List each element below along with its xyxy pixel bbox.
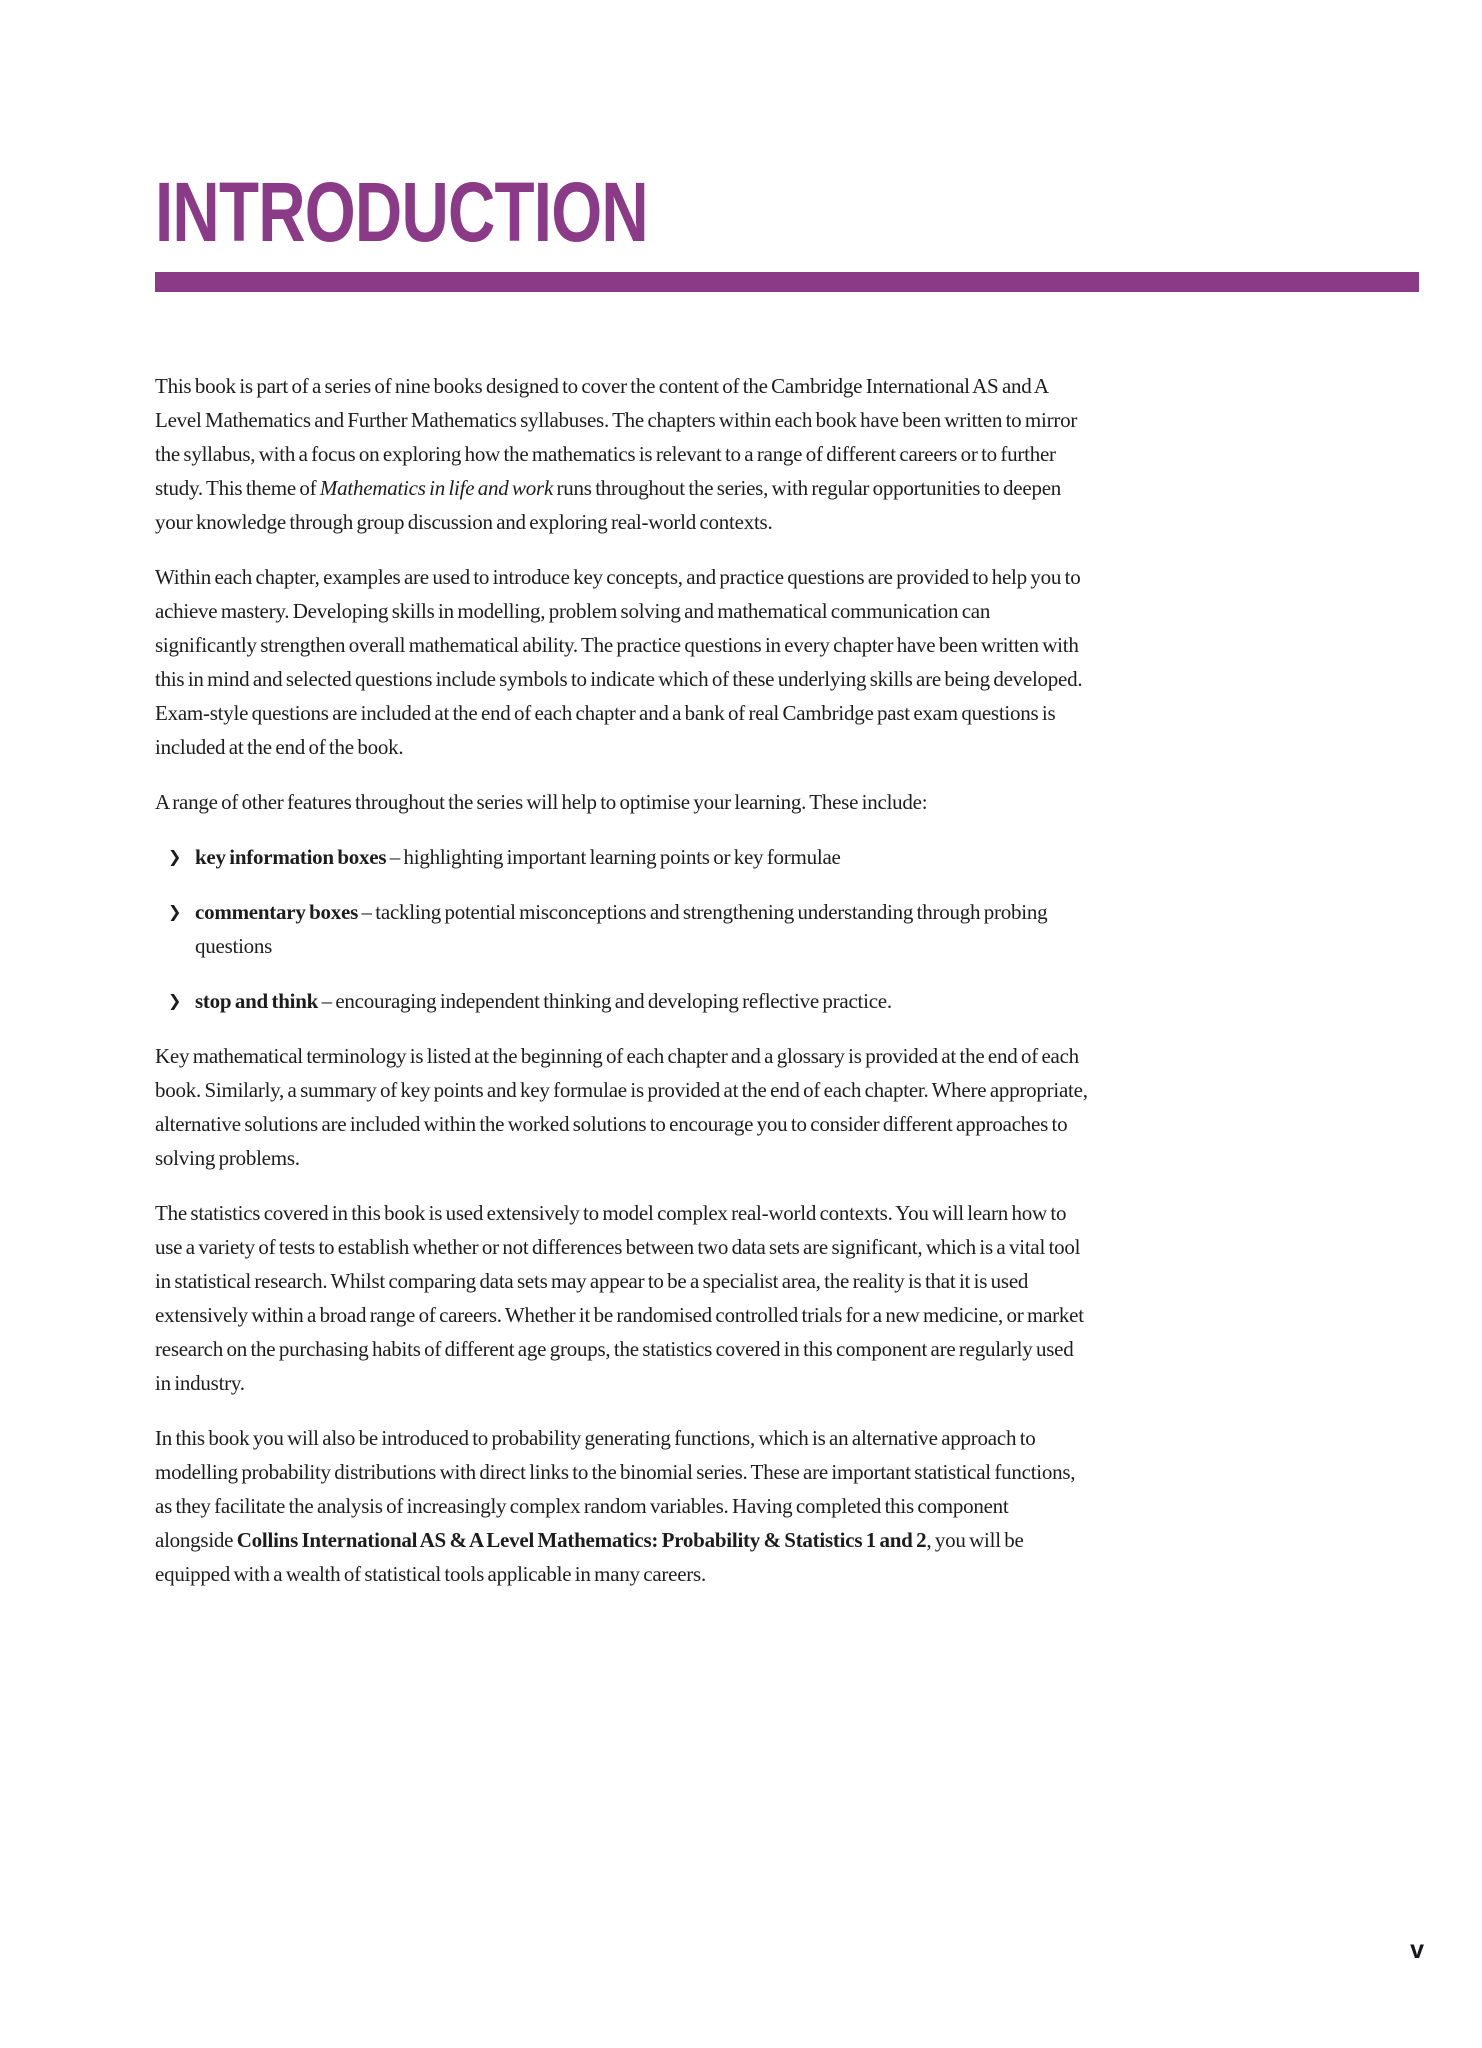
paragraph <box>155 1421 1090 1591</box>
page-title <box>155 0 1482 259</box>
page-number: v <box>1410 1936 1424 1964</box>
text-run: This book is part of a series of nine books designed to cover the content of the Cambridge International AS and A Level Mathematics and Further Mathematics syllabuses. The chapters within each book have been written to mirror the syllabus, with a focus on exploring how the mathematics is relevant to a range of different careers or to further study. This theme of <box>155 374 1078 500</box>
text-bold: stop and think <box>195 989 319 1013</box>
text-run: runs throughout the series, with regular opportunities to deepen your knowledge through group discussion and exploring real-world contexts. <box>155 476 1062 534</box>
bullet-item <box>155 984 1090 1018</box>
bullet-marker-icon: ❯ <box>168 902 182 921</box>
text-run: – encouraging independent thinking and developing reflective practice. <box>318 989 892 1013</box>
bullet-item <box>155 895 1090 963</box>
text-run: In this book you will also be introduced to probability generating functions, which is an alternative approach to modelling probability distributions with direct links to the binomial series. These are important statistical functions, as they facilitate the analysis of increasingly complex random variables. Having completed this component alongside <box>155 1426 1076 1552</box>
paragraph <box>155 560 1090 764</box>
page-content <box>155 369 1090 1591</box>
text-run: – tackling potential misconceptions and strengthening understanding through probing questions <box>195 900 1048 958</box>
bullet-marker-icon: ❯ <box>168 991 182 1010</box>
page-title-text: INTRODUCTION <box>155 165 648 259</box>
text-bold: commentary boxes <box>195 900 359 924</box>
paragraph <box>155 1039 1090 1175</box>
text-run: Key mathematical terminology is listed at the beginning of each chapter and a glossary is provided at the end of each book. Similarly, a summary of key points and key formulae is provided at the end of each chapter. Where appropriate, alternative solutions are included within the worked solutions to encourage you to consider different approaches to solving problems. <box>155 1044 1088 1170</box>
text-bold: Collins International AS & A Level Mathematics: Probability & Statistics 1 and 2 <box>236 1528 927 1552</box>
text-run: The statistics covered in this book is used extensively to model complex real-world contexts. You will learn how to use a variety of tests to establish whether or not differences between two data sets are significant, which is a vital tool in statistical research. Whilst comparing data sets may appear to be a specialist area, the reality is that it is used extensively within a broad range of careers. Whether it be randomised controlled trials for a new medicine, or market research on the purchasing habits of different age groups, the statistics covered in this component are regularly used in industry. <box>155 1201 1084 1395</box>
text-run: Within each chapter, examples are used to introduce key concepts, and practice questions are provided to help you to achieve mastery. Developing skills in modelling, problem solving and mathematical communication can significantly strengthen overall mathematical ability. The practice questions in every chapter have been written with this in mind and selected questions include symbols to indicate which of these underlying skills are being developed. Exam-style questions are included at the end of each chapter and a bank of real Cambridge past exam questions is included at the end of the book. <box>155 565 1083 759</box>
paragraph <box>155 369 1090 539</box>
text-run: – highlighting important learning points or key formulae <box>386 845 841 869</box>
text-bold: key information boxes <box>195 845 387 869</box>
text-italic: Mathematics in life and work <box>319 476 554 500</box>
text-run: , you will be equipped with a wealth of statistical tools applicable in many careers. <box>155 1528 1024 1586</box>
paragraph <box>155 1196 1090 1400</box>
text-run: A range of other features throughout the series will help to optimise your learning. These include: <box>155 790 928 814</box>
page-header <box>155 0 1482 292</box>
paragraph <box>155 785 1090 819</box>
title-rule <box>155 272 1419 292</box>
bullet-marker-icon: ❯ <box>168 847 182 866</box>
content-blocks <box>155 369 1090 1591</box>
bullet-item <box>155 840 1090 874</box>
